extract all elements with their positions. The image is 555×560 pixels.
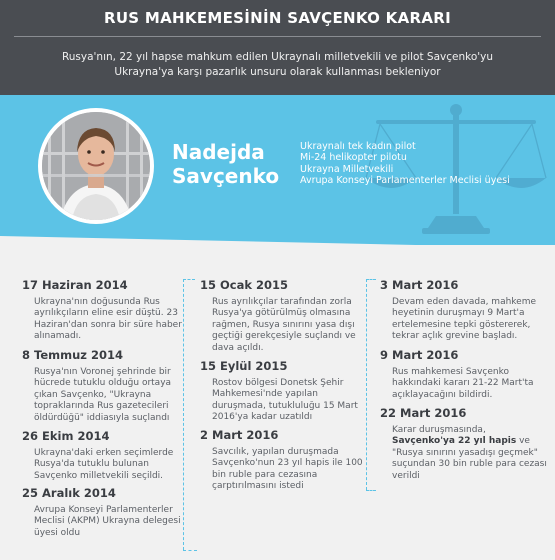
timeline-connector: [366, 279, 376, 280]
timeline-event: [22, 429, 182, 482]
role-item: Ukraynalı tek kadın pilot: [300, 141, 416, 152]
event-description: [392, 425, 550, 482]
event-date: 17 Haziran 2014: [22, 278, 128, 292]
page-title: RUS MAHKEMESİNİN SAVÇENKO KARARI: [103, 9, 452, 27]
profile-first-name: Nadejda: [172, 140, 265, 164]
event-description: Rus mahkemesi Savçenko hakkındaki kararı 21-22 Mart'ta açıklayacağını bildirdi.: [392, 367, 534, 400]
timeline-event: [22, 486, 182, 539]
event-description: Rostov bölgesi Donetsk Şehir Mahkemesi'nde yapılan duruşmada, tutukluluğu 15 Mart 2016'ya kadar uzatıldı: [212, 378, 358, 423]
timeline-connector: [366, 490, 376, 491]
event-description: Ukrayna'daki erken seçimlerde Rusya'da tutuklu bulunan Savçenko milletvekili seçildi.: [34, 448, 174, 481]
event-description: Ukrayna'nın doğusunda Rus ayrılıkçıların eline esir düştü. 23 Haziran'dan sonra bir süre haber alınamadı.: [34, 297, 182, 342]
role-item: Ukrayna Milletvekili: [300, 163, 394, 175]
timeline-connector: [366, 279, 367, 490]
timeline-event: [380, 278, 550, 343]
event-text-highlight: Savçenko'ya 22 yıl hapis: [392, 436, 517, 447]
person-portrait-icon: [42, 112, 150, 220]
timeline-event: [22, 278, 182, 343]
role-item: Mi-24 helikopter pilotu: [300, 152, 407, 164]
profile-last-name: Savçenko: [172, 164, 280, 188]
profile-roles: [300, 141, 510, 186]
event-date: 26 Ekim 2014: [22, 429, 110, 443]
timeline-connector: [183, 279, 195, 280]
event-date: 22 Mart 2016: [380, 406, 467, 420]
timeline-event: [380, 406, 550, 482]
event-date: 2 Mart 2016: [200, 428, 279, 442]
event-text-end: ve "Rusya sınırını yasadışı geçmek" suçundan 30 bin ruble para cezası verildi: [392, 436, 547, 481]
timeline-event: [22, 348, 182, 424]
timeline-connector: [183, 550, 197, 551]
event-description: Rus ayrılıkçılar tarafından zorla Rusya'ya götürülmüş olmasına rağmen, Rusya sınırını yasa dışı geçtiği gerekçesiyle suçlandı ve dava açıldı.: [212, 297, 356, 353]
page-subtitle: Rusya'nın, 22 yıl hapse mahkum edilen Ukraynalı milletvekili ve pilot Savçenko'yu Ukrayna'ya karşı pazarlık unsuru olarak kullanması bekleniyor: [61, 51, 494, 78]
timeline-event: [200, 359, 365, 424]
event-date: 15 Eylül 2015: [200, 359, 288, 373]
role-item: Avrupa Konseyi Parlamenterler Meclisi üyesi: [300, 174, 510, 186]
event-date: 25 Aralık 2014: [22, 486, 116, 500]
portrait-photo: [38, 108, 154, 224]
timeline-event: [200, 428, 365, 493]
timeline-event: [380, 348, 550, 401]
event-description: Rusya'nın Voronej şehrinde bir hücrede tutuklu olduğu ortaya çıkan Savçenko, "Ukrayna topraklarında Rus gazetecileri öldürdüğü" iddiasıyla suçlandı: [34, 367, 172, 423]
title-divider: [14, 36, 541, 37]
event-date: 15 Ocak 2015: [200, 278, 289, 292]
event-description: Devam eden davada, mahkeme heyetinin duruşmayı 9 Mart'a ertelemesine tepki göstererek, tekrar açlık grevine başladı.: [392, 297, 537, 342]
event-description: Savcılık, yapılan duruşmada Savçenko'nun 23 yıl hapis ile 100 bin ruble para cezasına çarptırılmasını istedi: [212, 447, 363, 492]
event-text-start: Karar duruşmasında,: [392, 425, 486, 435]
event-date: 8 Temmuz 2014: [22, 348, 123, 362]
event-description: Avrupa Konseyi Parlamenterler Meclisi (AKPM) Ukrayna delegesi üyesi oldu: [34, 505, 181, 538]
event-date: 3 Mart 2016: [380, 278, 459, 292]
profile-name: [172, 140, 279, 188]
timeline-connector: [183, 279, 184, 550]
timeline-event: [200, 278, 365, 354]
header: [0, 0, 555, 95]
event-date: 9 Mart 2016: [380, 348, 459, 362]
